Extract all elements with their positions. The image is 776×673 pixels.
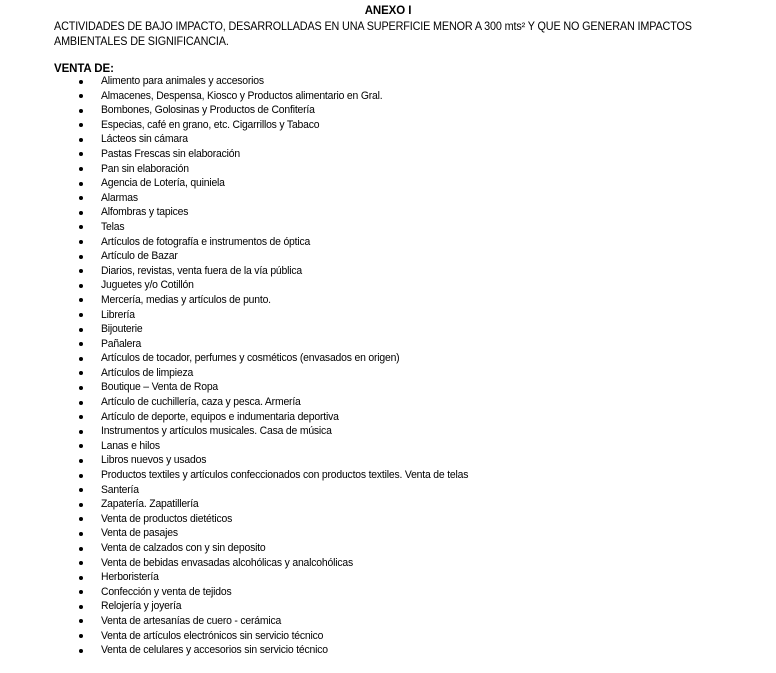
list-item (0, 512, 776, 527)
list-item (0, 570, 776, 585)
list-item (0, 162, 776, 177)
bullet-icon (79, 313, 83, 317)
bullet-icon (79, 240, 83, 244)
list-item (0, 395, 776, 410)
list-item-label: Confección y venta de tejidos (101, 585, 232, 598)
list-item-label: Venta de productos dietéticos (101, 512, 233, 525)
list-item (0, 235, 776, 250)
bullet-icon (79, 386, 83, 390)
list-item (0, 308, 776, 323)
list-item-label: Diarios, revistas, venta fuera de la vía pública (101, 264, 303, 277)
list-item (0, 118, 776, 133)
bullet-icon (79, 474, 83, 478)
list-item-label: Alfombras y tapices (101, 206, 189, 219)
list-item-label: Venta de artículos electrónicos sin servicio técnico (101, 629, 324, 642)
bullet-icon (79, 590, 83, 594)
list-item-label: Herboristería (101, 571, 159, 584)
list-item-label: Venta de artesanías de cuero - cerámica (101, 614, 282, 627)
list-item-label: Almacenes, Despensa, Kiosco y Productos alimentario en Gral. (101, 89, 383, 102)
list-item-label: Instrumentos y artículos musicales. Casa de música (101, 425, 332, 438)
list-item-label: Mercería, medias y artículos de punto. (101, 293, 271, 306)
list-item-label: Artículo de deporte, equipos e indumentaria deportiva (101, 410, 339, 423)
list-item (0, 614, 776, 629)
list-item (0, 103, 776, 118)
annex-subtitle: ACTIVIDADES DE BAJO IMPACTO, DESARROLLADAS EN UNA SUPERFICIE MENOR A 300 mts² Y QUE NO GENERAN IMPACTOS AMBIENTALES DE SIGNIFICANCIA. (54, 21, 692, 48)
bullet-icon (79, 547, 83, 551)
bullet-icon (79, 196, 83, 200)
list-item (0, 351, 776, 366)
list-item-label: Lanas e hilos (101, 439, 160, 452)
list-item-label: Santería (101, 483, 139, 496)
list-item (0, 526, 776, 541)
list-item (0, 322, 776, 337)
list-item (0, 380, 776, 395)
list-item (0, 599, 776, 614)
bullet-icon (79, 342, 83, 346)
list-item-label: Libros nuevos y usados (101, 454, 207, 467)
bullet-icon (79, 444, 83, 448)
list-item (0, 147, 776, 162)
list-item-label: Agencia de Lotería, quiniela (101, 177, 225, 190)
list-item-label: Pastas Frescas sin elaboración (101, 147, 241, 160)
bullet-icon (79, 328, 83, 332)
list-item (0, 337, 776, 352)
list-item (0, 191, 776, 206)
bullet-icon (79, 255, 83, 259)
bullet-icon (79, 430, 83, 434)
list-item (0, 410, 776, 425)
list-item (0, 453, 776, 468)
list-item-label: Artículo de Bazar (101, 250, 178, 263)
list-item-label: Boutique – Venta de Ropa (101, 381, 219, 394)
list-item (0, 278, 776, 293)
bullet-icon (79, 503, 83, 507)
bullet-icon (79, 94, 83, 98)
bullet-icon (79, 123, 83, 127)
list-item-label: Bijouterie (101, 323, 143, 336)
list-item (0, 89, 776, 104)
bullet-icon (79, 284, 83, 288)
bullet-icon (79, 182, 83, 186)
list-item (0, 132, 776, 147)
bullet-icon (79, 517, 83, 521)
bullet-icon (79, 576, 83, 580)
list-item (0, 497, 776, 512)
bullet-icon (79, 80, 83, 84)
list-item-label: Alimento para animales y accesorios (101, 75, 264, 87)
list-item-label: Alarmas (101, 191, 138, 204)
list-item (0, 585, 776, 600)
list-item (0, 468, 776, 483)
list-item-label: Especias, café en grano, etc. Cigarrillos y Tabaco (101, 118, 320, 131)
bullet-icon (79, 401, 83, 405)
list-item-label: Artículo de cuchillería, caza y pesca. Armería (101, 396, 301, 409)
list-item (0, 643, 776, 658)
list-item-label: Artículos de limpieza (101, 366, 194, 379)
bullet-icon (79, 634, 83, 638)
list-item-label: Artículos de fotografía e instrumentos de óptica (101, 235, 311, 248)
bullet-icon (79, 109, 83, 113)
list-item (0, 176, 776, 191)
list-item-label: Artículos de tocador, perfumes y cosméticos (envasados en origen) (101, 352, 400, 365)
bullet-icon (79, 211, 83, 215)
list-item (0, 556, 776, 571)
list-item (0, 366, 776, 381)
annex-title: ANEXO I (364, 5, 412, 17)
bullet-icon (79, 269, 83, 273)
bullet-icon (79, 561, 83, 565)
list-item-label: Relojería y joyería (101, 600, 182, 613)
list-item-label: Librería (101, 308, 135, 321)
list-item (0, 205, 776, 220)
bullet-icon (79, 371, 83, 375)
section-heading: VENTA DE: (54, 63, 114, 75)
list-item-label: Juguetes y/o Cotillón (101, 279, 194, 292)
bullet-icon (79, 605, 83, 609)
bullet-icon (79, 225, 83, 229)
list-item (0, 424, 776, 439)
list-item (0, 293, 776, 308)
list-item-label: Venta de bebidas envasadas alcohólicas y analcohólicas (101, 556, 353, 569)
list-item-label: Venta de celulares y accesorios sin servicio técnico (101, 644, 328, 657)
bullet-icon (79, 167, 83, 171)
list-item (0, 483, 776, 498)
list-item-label: Venta de calzados con y sin deposito (101, 542, 266, 554)
activity-list (0, 74, 776, 658)
bullet-icon (79, 298, 83, 302)
bullet-icon (79, 152, 83, 156)
bullet-icon (79, 649, 83, 653)
list-item-label: Pan sin elaboración (101, 162, 189, 175)
list-item-label: Productos textiles y artículos confeccionados con productos textiles. Venta de telas (101, 469, 469, 482)
list-item-label: Pañalera (101, 337, 142, 350)
list-item-label: Telas (101, 220, 125, 233)
bullet-icon (79, 488, 83, 492)
bullet-icon (79, 357, 83, 361)
list-item (0, 220, 776, 235)
list-item (0, 249, 776, 264)
bullet-icon (79, 532, 83, 536)
list-item (0, 439, 776, 454)
list-item-label: Lácteos sin cámara (101, 133, 188, 146)
list-item (0, 74, 776, 89)
bullet-icon (79, 138, 83, 142)
bullet-icon (79, 619, 83, 623)
list-item (0, 541, 776, 556)
bullet-icon (79, 459, 83, 463)
list-item-label: Zapatería. Zapatillería (101, 498, 199, 511)
list-item-label: Venta de pasajes (101, 527, 178, 540)
list-item (0, 264, 776, 279)
list-item (0, 629, 776, 644)
bullet-icon (79, 415, 83, 419)
list-item-label: Bombones, Golosinas y Productos de Confitería (101, 104, 315, 117)
